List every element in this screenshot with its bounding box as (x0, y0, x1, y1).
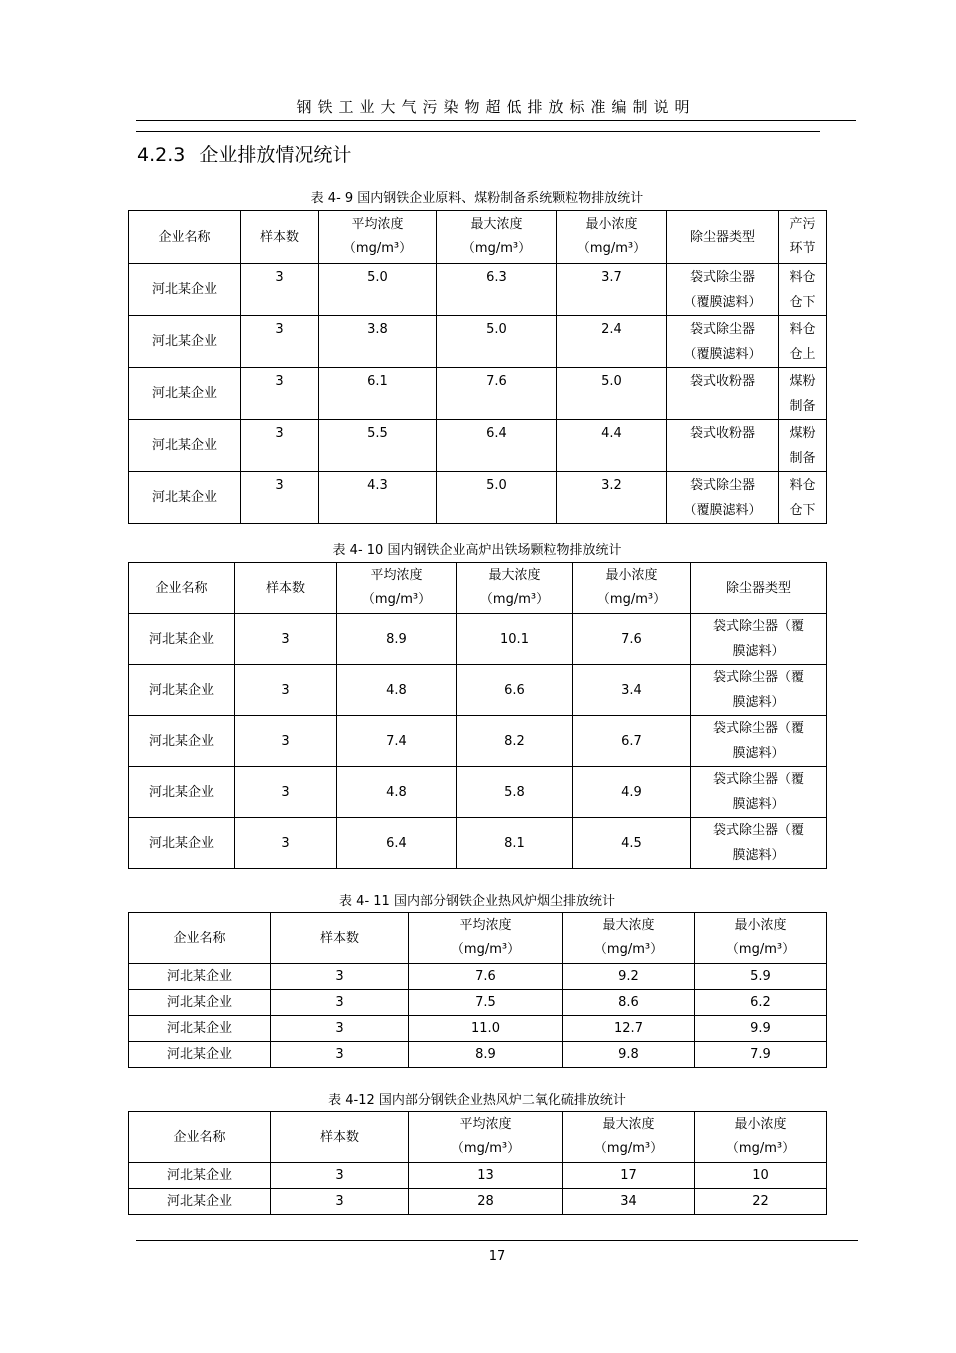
cell-samples: 3 (271, 1016, 409, 1042)
header-max: 最大浓度 （mg/m³） (457, 563, 573, 614)
cell-avg: 8.9 (337, 614, 457, 665)
header-samples: 样本数 (271, 1112, 409, 1163)
cell-max: 10.1 (457, 614, 573, 665)
table-4-12 (128, 1111, 827, 1215)
table-row (129, 368, 827, 420)
cell-min: 4.9 (573, 767, 691, 818)
cell-min: 10 (695, 1163, 827, 1189)
table-header-row (129, 1112, 827, 1163)
table-4-9 (128, 210, 827, 524)
cell-type: 袋式除尘器 （覆膜滤料） (667, 264, 779, 316)
cell-max: 17 (563, 1163, 695, 1189)
header-avg: 平均浓度 （mg/m³） (319, 211, 437, 264)
cell-type: 袋式除尘器（覆 膜滤料） (691, 818, 827, 869)
table-row (129, 1163, 827, 1189)
cell-max: 8.2 (457, 716, 573, 767)
cell-stage: 煤粉 制备 (779, 420, 827, 472)
cell-avg: 5.5 (319, 420, 437, 472)
header-type: 除尘器类型 (667, 211, 779, 264)
table-row (129, 1042, 827, 1068)
cell-avg: 6.4 (337, 818, 457, 869)
cell-name: 河北某企业 (129, 1016, 271, 1042)
cell-max: 9.2 (563, 964, 695, 990)
cell-type: 袋式收粉器 (667, 420, 779, 472)
cell-avg: 6.1 (319, 368, 437, 420)
cell-avg: 28 (409, 1189, 563, 1215)
table-row (129, 767, 827, 818)
cell-max: 6.6 (457, 665, 573, 716)
cell-type: 袋式除尘器 （覆膜滤料） (667, 472, 779, 524)
table-row (129, 316, 827, 368)
cell-name: 河北某企业 (129, 614, 235, 665)
cell-min: 7.9 (695, 1042, 827, 1068)
table-4-11 (128, 912, 827, 1068)
header-name: 企业名称 (129, 1112, 271, 1163)
cell-max: 8.1 (457, 818, 573, 869)
header-name: 企业名称 (129, 913, 271, 964)
cell-samples: 3 (241, 420, 319, 472)
table-row (129, 420, 827, 472)
page-number: 17 (488, 1249, 506, 1264)
cell-name: 河北某企业 (129, 716, 235, 767)
cell-name: 河北某企业 (129, 264, 241, 316)
table-row (129, 818, 827, 869)
table-caption: 表 4- 11 国内部分钢铁企业热风炉烟尘排放统计 (339, 894, 615, 909)
header-name: 企业名称 (129, 563, 235, 614)
cell-samples: 3 (235, 767, 337, 818)
cell-min: 9.9 (695, 1016, 827, 1042)
cell-name: 河北某企业 (129, 964, 271, 990)
header-min: 最小浓度 （mg/m³） (557, 211, 667, 264)
table-row (129, 665, 827, 716)
table-row (129, 1189, 827, 1215)
cell-avg: 4.8 (337, 665, 457, 716)
cell-min: 3.7 (557, 264, 667, 316)
cell-samples: 3 (241, 316, 319, 368)
cell-min: 6.2 (695, 990, 827, 1016)
cell-samples: 3 (235, 614, 337, 665)
page-header: 钢铁工业大气污染物超低排放标准编制说明 (296, 98, 696, 116)
cell-max: 5.0 (437, 316, 557, 368)
cell-samples: 3 (271, 964, 409, 990)
cell-min: 5.9 (695, 964, 827, 990)
table-caption: 表 4- 10 国内钢铁企业高炉出铁场颗粒物排放统计 (332, 543, 622, 558)
table-row (129, 264, 827, 316)
header-samples: 样本数 (271, 913, 409, 964)
cell-avg: 7.4 (337, 716, 457, 767)
header-max: 最大浓度 （mg/m³） (563, 1112, 695, 1163)
cell-type: 袋式收粉器 (667, 368, 779, 420)
cell-min: 22 (695, 1189, 827, 1215)
cell-max: 6.4 (437, 420, 557, 472)
cell-samples: 3 (241, 368, 319, 420)
table-row (129, 472, 827, 524)
header-avg: 平均浓度 （mg/m³） (337, 563, 457, 614)
cell-type: 袋式除尘器（覆 膜滤料） (691, 716, 827, 767)
cell-name: 河北某企业 (129, 990, 271, 1016)
table-4-10 (128, 562, 827, 869)
cell-name: 河北某企业 (129, 767, 235, 818)
header-rule (136, 120, 856, 121)
cell-min: 4.5 (573, 818, 691, 869)
cell-samples: 3 (271, 1163, 409, 1189)
cell-samples: 3 (241, 264, 319, 316)
cell-min: 2.4 (557, 316, 667, 368)
cell-name: 河北某企业 (129, 420, 241, 472)
cell-stage: 煤粉 制备 (779, 368, 827, 420)
cell-min: 5.0 (557, 368, 667, 420)
table-header-row (129, 913, 827, 964)
cell-max: 6.3 (437, 264, 557, 316)
cell-min: 3.2 (557, 472, 667, 524)
header-name: 企业名称 (129, 211, 241, 264)
cell-name: 河北某企业 (129, 1042, 271, 1068)
header-max: 最大浓度 （mg/m³） (563, 913, 695, 964)
cell-avg: 5.0 (319, 264, 437, 316)
header-rule-secondary (136, 131, 820, 132)
header-type: 除尘器类型 (691, 563, 827, 614)
cell-samples: 3 (235, 665, 337, 716)
table-caption: 表 4-12 国内部分钢铁企业热风炉二氧化硫排放统计 (328, 1093, 626, 1108)
cell-max: 8.6 (563, 990, 695, 1016)
header-min: 最小浓度 （mg/m³） (695, 913, 827, 964)
cell-max: 12.7 (563, 1016, 695, 1042)
cell-name: 河北某企业 (129, 472, 241, 524)
header-samples: 样本数 (235, 563, 337, 614)
footer-rule (136, 1240, 858, 1241)
header-min: 最小浓度 （mg/m³） (695, 1112, 827, 1163)
cell-max: 5.0 (437, 472, 557, 524)
table-row (129, 1016, 827, 1042)
cell-min: 7.6 (573, 614, 691, 665)
section-title-text: 企业排放情况统计 (199, 144, 352, 166)
cell-type: 袋式除尘器 （覆膜滤料） (667, 316, 779, 368)
cell-name: 河北某企业 (129, 665, 235, 716)
cell-max: 9.8 (563, 1042, 695, 1068)
header-min: 最小浓度 （mg/m³） (573, 563, 691, 614)
cell-avg: 7.6 (409, 964, 563, 990)
cell-name: 河北某企业 (129, 368, 241, 420)
cell-avg: 4.3 (319, 472, 437, 524)
section-title (137, 140, 351, 167)
cell-samples: 3 (235, 716, 337, 767)
cell-name: 河北某企业 (129, 1189, 271, 1215)
header-stage: 产污 环节 (779, 211, 827, 264)
cell-avg: 7.5 (409, 990, 563, 1016)
cell-samples: 3 (271, 990, 409, 1016)
cell-min: 3.4 (573, 665, 691, 716)
cell-max: 34 (563, 1189, 695, 1215)
table-row (129, 964, 827, 990)
cell-max: 7.6 (437, 368, 557, 420)
cell-avg: 8.9 (409, 1042, 563, 1068)
cell-max: 5.8 (457, 767, 573, 818)
table-header-row (129, 563, 827, 614)
cell-avg: 11.0 (409, 1016, 563, 1042)
cell-name: 河北某企业 (129, 818, 235, 869)
cell-avg: 4.8 (337, 767, 457, 818)
cell-type: 袋式除尘器（覆 膜滤料） (691, 665, 827, 716)
header-avg: 平均浓度 （mg/m³） (409, 1112, 563, 1163)
header-samples: 样本数 (241, 211, 319, 264)
table-header-row (129, 211, 827, 264)
cell-samples: 3 (271, 1189, 409, 1215)
cell-samples: 3 (235, 818, 337, 869)
table-row (129, 990, 827, 1016)
cell-name: 河北某企业 (129, 1163, 271, 1189)
section-number: 4.2.3 (137, 144, 186, 166)
cell-type: 袋式除尘器（覆 膜滤料） (691, 767, 827, 818)
header-avg: 平均浓度 （mg/m³） (409, 913, 563, 964)
cell-name: 河北某企业 (129, 316, 241, 368)
table-caption: 表 4- 9 国内钢铁企业原料、煤粉制备系统颗粒物排放统计 (310, 191, 644, 206)
cell-samples: 3 (241, 472, 319, 524)
header-max: 最大浓度 （mg/m³） (437, 211, 557, 264)
cell-min: 4.4 (557, 420, 667, 472)
cell-stage: 料仓 仓上 (779, 316, 827, 368)
cell-stage: 料仓 仓下 (779, 472, 827, 524)
cell-type: 袋式除尘器（覆 膜滤料） (691, 614, 827, 665)
cell-stage: 料仓 仓下 (779, 264, 827, 316)
cell-avg: 3.8 (319, 316, 437, 368)
table-row (129, 716, 827, 767)
table-row (129, 614, 827, 665)
cell-min: 6.7 (573, 716, 691, 767)
cell-avg: 13 (409, 1163, 563, 1189)
cell-samples: 3 (271, 1042, 409, 1068)
